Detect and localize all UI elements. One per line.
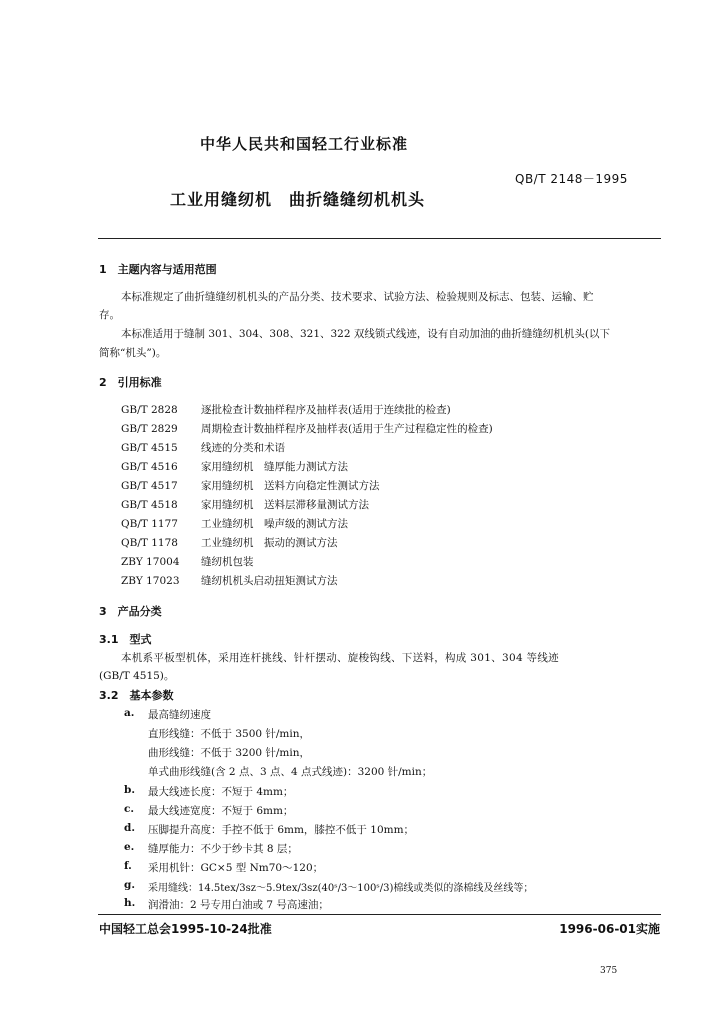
- list-marker: f.: [124, 860, 132, 872]
- section-1-para-1-line-2: 存。: [99, 309, 120, 321]
- top-rule: [98, 238, 661, 239]
- list-item: [0, 841, 722, 857]
- subsection-3-1-line-2: (GB/T 4515)。: [99, 670, 175, 682]
- list-item: [0, 803, 722, 819]
- list-marker: a.: [124, 707, 135, 719]
- reference-title: 缝纫机包装: [201, 556, 254, 568]
- subsection-3-1-line-1: 本机系平板型机体，采用连杆挑线、针杆摆动、旋梭钩线、下送料，构成 301、304 等线迹: [121, 652, 559, 664]
- reference-row: [121, 554, 254, 570]
- section-1-para-2-line-2: 简称“机头”)。: [99, 347, 167, 359]
- list-marker: e.: [124, 841, 135, 853]
- reference-row: [121, 497, 369, 513]
- reference-row: [121, 440, 285, 456]
- page-number: 375: [600, 966, 618, 976]
- reference-row: [121, 535, 338, 551]
- list-item: [0, 879, 722, 895]
- list-item-text: 直形线缝：不低于 3500 针/min，: [148, 728, 311, 740]
- reference-title: 工业缝纫机 振动的测试方法: [201, 537, 338, 549]
- list-item-text: 采用缝线：14.5tex/3sz～5.9tex/3sz(40ˢ/3～100ˢ/3)棉线或类似的涤棉线及丝线等；: [148, 883, 534, 894]
- reference-row: [121, 459, 348, 475]
- standard-code: QB/T 2148－1995: [515, 172, 628, 186]
- reference-code: GB/T 2829: [121, 423, 178, 435]
- section-1-para-1-line-1: 本标准规定了曲折缝缝纫机机头的产品分类、技术要求、试验方法、检验规则及标志、包装、运输、贮: [121, 291, 594, 303]
- reference-code: GB/T 4515: [121, 442, 178, 454]
- reference-title: 缝纫机机头启动扭矩测试方法: [201, 575, 338, 587]
- list-marker: b.: [124, 784, 135, 796]
- subsection-3-2-heading: 3.2 基本参数: [99, 689, 174, 702]
- effective-date: 1996-06-01实施: [559, 922, 660, 936]
- list-marker: c.: [124, 803, 135, 815]
- reference-title: 家用缝纫机 送料方向稳定性测试方法: [201, 480, 380, 492]
- reference-code: GB/T 4517: [121, 480, 178, 492]
- reference-title: 线迹的分类和术语: [201, 442, 285, 454]
- list-item: [0, 745, 722, 761]
- list-item-text: 曲形线缝：不低于 3200 针/min，: [148, 747, 311, 759]
- list-item-text: 单式曲形线缝(含 2 点、3 点、4 点式线迹)：3200 针/min；: [148, 766, 433, 778]
- reference-code: QB/T 1177: [121, 518, 178, 530]
- list-item-text: 最高缝纫速度: [148, 709, 211, 721]
- list-item: [0, 784, 722, 800]
- document-title: 工业用缝纫机 曲折缝缝纫机机头: [170, 190, 426, 209]
- section-2-heading: 2 引用标准: [99, 376, 162, 389]
- list-item: [0, 764, 722, 780]
- section-3-heading: 3 产品分类: [99, 605, 162, 618]
- list-item: [0, 860, 722, 876]
- list-item-text: 采用机针：GC×5 型 Nm70～120；: [148, 862, 324, 874]
- list-item-text: 最大线迹长度：不短于 4mm；: [148, 786, 294, 798]
- list-marker: g.: [124, 879, 135, 891]
- list-item-text: 润滑油：2 号专用白油或 7 号高速油；: [148, 899, 329, 911]
- reference-title: 家用缝纫机 缝厚能力测试方法: [201, 461, 348, 473]
- reference-row: [121, 402, 451, 418]
- reference-code: GB/T 4518: [121, 499, 178, 511]
- list-item: [0, 726, 722, 742]
- reference-code: GB/T 4516: [121, 461, 178, 473]
- list-item-text: 压脚提升高度：手控不低于 6mm，膝控不低于 10mm；: [148, 824, 415, 836]
- bottom-rule: [98, 914, 661, 915]
- reference-code: ZBY 17004: [121, 556, 180, 568]
- org-title: 中华人民共和国轻工行业标准: [200, 135, 409, 153]
- list-item-text: 缝厚能力：不少于纱卡其 8 层；: [148, 843, 298, 855]
- list-item: [0, 822, 722, 838]
- subsection-3-1-heading: 3.1 型式: [99, 633, 152, 646]
- approval-info: 中国轻工总会1995-10-24批准: [99, 922, 272, 936]
- reference-title: 逐批检查计数抽样程序及抽样表(适用于连续批的检查): [201, 404, 451, 416]
- list-marker: d.: [124, 822, 135, 834]
- reference-row: [121, 516, 348, 532]
- reference-row: [121, 421, 493, 437]
- list-item-text: 最大线迹宽度：不短于 6mm；: [148, 805, 294, 817]
- reference-row: [121, 573, 338, 589]
- reference-code: ZBY 17023: [121, 575, 180, 587]
- reference-title: 周期检查计数抽样程序及抽样表(适用于生产过程稳定性的检查): [201, 423, 493, 435]
- reference-code: GB/T 2828: [121, 404, 178, 416]
- section-1-para-2-line-1: 本标准适用于缝制 301、304、308、321、322 双线锁式线迹，设有自动加油的曲折缝缝纫机机头(以下: [121, 328, 610, 340]
- reference-title: 工业缝纫机 噪声级的测试方法: [201, 518, 348, 530]
- reference-title: 家用缝纫机 送料层滞移量测试方法: [201, 499, 369, 511]
- section-1-heading: 1 主题内容与适用范围: [99, 263, 217, 276]
- list-marker: h.: [124, 897, 136, 909]
- list-item: [0, 897, 722, 913]
- reference-code: QB/T 1178: [121, 537, 178, 549]
- reference-row: [121, 478, 380, 494]
- list-item: [0, 707, 722, 723]
